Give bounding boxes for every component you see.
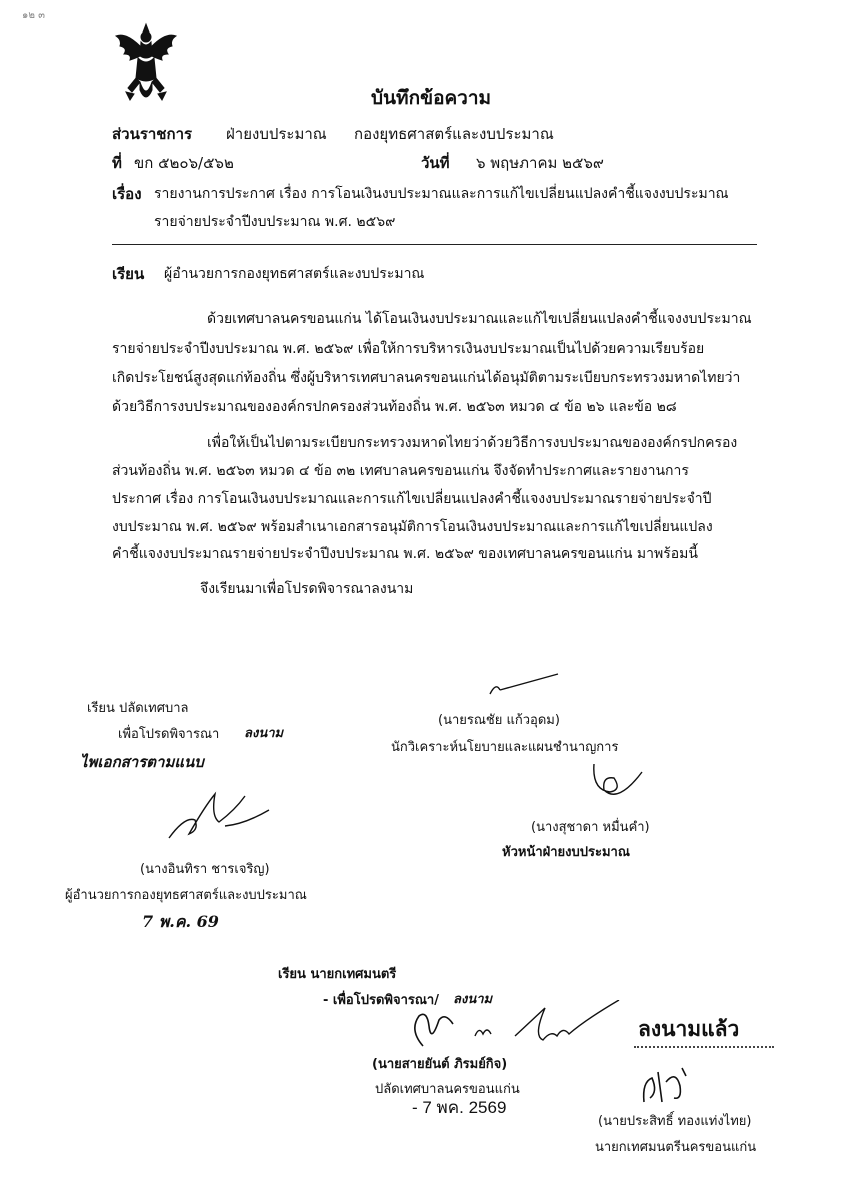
para1-line-1: ด้วยเทศบาลนครขอนแก่น ได้โอนเงินงบประมาณและแก้ไขเปลี่ยนแปลงคำชี้แจงงบประมาณ (207, 311, 752, 327)
department-label: ส่วนราชการ (112, 125, 193, 143)
endorse2-position: ปลัดเทศบาลนครขอนแก่น (375, 1082, 520, 1097)
endorse2-note-printed: - เพื่อโปรดพิจารณา/ (323, 993, 439, 1008)
ref-number: ขก ๕๒๐๖/๕๖๒ (134, 154, 234, 172)
department-division: กองยุทธศาสตร์และงบประมาณ (354, 125, 554, 143)
signature-endorse1 (165, 786, 275, 842)
to-label: เรียน (112, 265, 145, 283)
signature-signer2 (588, 760, 648, 810)
endorse2-to: เรียน นายกเทศมนตรี (278, 967, 397, 982)
para1-line-3: เกิดประโยชน์สูงสุดแก่ท้องถิ่น ซึ่งผู้บริหารเทศบาลนครขอนแก่นได้อนุมัติตามระเบียบกระทรวงมหาดไทยว่า (112, 370, 741, 386)
para2-line-5: คำชี้แจงงบประมาณรายจ่ายประจำปีงบประมาณ พ.ศ. ๒๕๖๙ ของเทศบาลนครขอนแก่น มาพร้อมนี้ (112, 546, 698, 562)
endorse1-name: (นางอินทิรา ชารเจริญ) (140, 862, 270, 877)
signer2-name: (นางสุชาดา หมื่นคำ) (531, 820, 650, 835)
header-divider (112, 244, 757, 245)
para2-line-2: ส่วนท้องถิ่น พ.ศ. ๒๕๖๓ หมวด ๔ ข้อ ๓๒ เทศบาลนครขอนแก่น จึงจัดทำประกาศและรายงานการ (112, 463, 689, 479)
para2-line-3: ประกาศ เรื่อง การโอนเงินงบประมาณและการแก้ไขเปลี่ยนแปลงคำชี้แจงงบประมาณรายจ่ายประจำปี (112, 491, 712, 507)
ref-label: ที่ (112, 154, 122, 172)
date-label: วันที่ (421, 154, 450, 172)
endorse1-to: เรียน ปลัดเทศบาล (87, 701, 189, 716)
para2-line-4: งบประมาณ พ.ศ. ๒๕๖๙ พร้อมสำเนาเอกสารอนุมัติการโอนเงินงบประมาณและการแก้ไขเปลี่ยนแปลง (112, 519, 713, 535)
date-value: ๖ พฤษภาคม ๒๕๖๙ (476, 154, 604, 172)
endorse1-note-printed: เพื่อโปรดพิจารณา (118, 727, 220, 742)
para1-line-2: รายจ่ายประจำปีงบประมาณ พ.ศ. ๒๕๖๙ เพื่อให้การบริหารเงินงบประมาณเป็นไปด้วยความเรียบร้อย (112, 341, 705, 357)
signer1-position: นักวิเคราะห์นโยบายและแผนชำนาญการ (391, 740, 619, 755)
signature-endorse2 (405, 1000, 625, 1056)
approval-stamp-underline (634, 1046, 774, 1048)
signer2-position: หัวหน้าฝ่ายงบประมาณ (502, 845, 630, 860)
endorse1-hand-date: 7 พ.ค. 69 (142, 912, 219, 931)
approval-name: (นายประสิทธิ์ ทองแท่งไทย) (598, 1114, 752, 1129)
approval-position: นายกเทศมนตรีนครขอนแก่น (595, 1140, 757, 1155)
subject-label: เรื่อง (112, 185, 142, 203)
to-value: ผู้อำนวยการกองยุทธศาสตร์และงบประมาณ (164, 266, 425, 282)
para2-line-1: เพื่อให้เป็นไปตามระเบียบกระทรวงมหาดไทยว่าด้วยวิธีการงบประมาณขององค์กรปกครอง (207, 435, 738, 451)
subject-line-1: รายงานการประกาศ เรื่อง การโอนเงินงบประมาณและการแก้ไขเปลี่ยนแปลงคำชี้แจงงบประมาณ (154, 186, 729, 202)
endorse2-stamp-date: - 7 พค. 2569 (412, 1098, 507, 1117)
subject-line-2: รายจ่ายประจำปีงบประมาณ พ.ศ. ๒๕๖๙ (154, 214, 396, 230)
signer1-name: (นายรณชัย แก้วอุดม) (438, 713, 560, 728)
approval-stamp: ลงนามแล้ว (638, 1017, 740, 1041)
department-unit: ฝ่ายงบประมาณ (226, 125, 327, 143)
memo-title: บันทึกข้อความ (371, 87, 492, 109)
signature-signer1 (488, 668, 568, 700)
closing-line: จึงเรียนมาเพื่อโปรดพิจารณาลงนาม (200, 581, 414, 597)
endorse1-hand-line: ไพเอกสารตามแนบ (80, 753, 204, 771)
garuda-emblem-icon (112, 22, 180, 104)
endorse1-position: ผู้อำนวยการกองยุทธศาสตร์และงบประมาณ (65, 888, 307, 903)
endorse2-name: (นายสายยันต์ ภิรมย์กิจ) (372, 1057, 508, 1072)
para1-line-4: ด้วยวิธีการงบประมาณขององค์กรปกครองส่วนท้องถิ่น พ.ศ. ๒๕๖๓ หมวด ๔ ข้อ ๒๖ และข้อ ๒๘ (112, 399, 677, 415)
corner-mark: ๑๒ ๓ (22, 10, 45, 21)
endorse2-note-hand: ลงนาม (453, 992, 493, 1007)
endorse1-note-hand: ลงนาม (244, 726, 284, 741)
signature-approval (636, 1062, 696, 1108)
